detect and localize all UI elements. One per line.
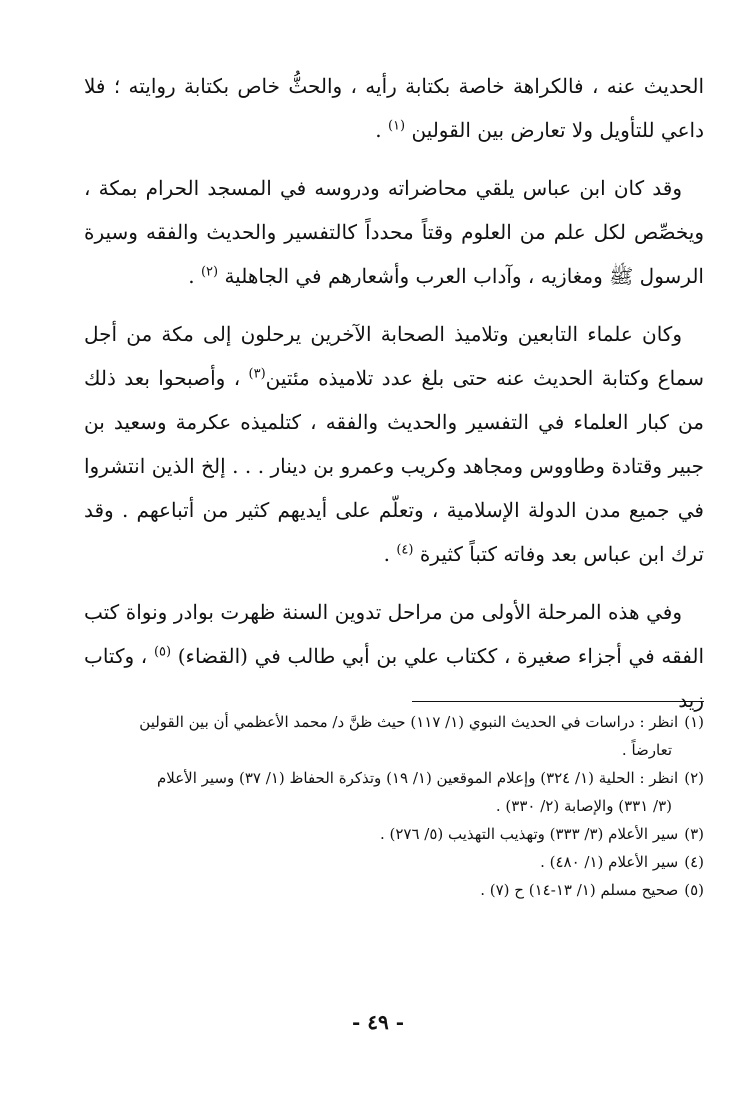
footnote-number: (٥) [684, 881, 704, 899]
footnote-continuation: تعارضاً . [621, 741, 672, 759]
paragraph-4 [84, 590, 704, 722]
footnote-2 [84, 764, 704, 820]
footnote-ref: (١) [387, 118, 406, 134]
paragraph-text-end: ، وكتاب زيد [84, 644, 704, 712]
paragraph-text-end: . [375, 118, 388, 142]
footnote-ref: (٣) [248, 366, 266, 382]
footnote-3 [84, 820, 704, 848]
footnote-divider [412, 701, 704, 702]
footnote-1 [84, 708, 704, 764]
footnotes-list [84, 708, 704, 904]
footnote-4 [84, 848, 704, 876]
paragraph-text-middle: ، وأصبحوا بعد ذلك من كبار العلماء في التفسير والحديث والفقه ، كتلميذه عكرمة وسعيد بن جبير وقتادة وطاووس ومجاهد وكريب وعمرو بن دينار . . . إلخ الذين انتشروا في جميع مدن الدولة الإسلامية ، وتعلّم على أيديهم كثير من أتباعهم . وقد ترك ابن عباس بعد وفاته كتباً كثيرة [84, 366, 704, 566]
paragraph-text: وقد كان ابن عباس يلقي محاضراته ودروسه في المسجد الحرام بمكة ، ويخصِّص لكل علم من العلوم وقتاً محدداً كالتفسير والحديث والفقه وسيرة الرسول ﷺ ومغازيه ، وآداب العرب وأشعارهم في الجاهلية [84, 176, 704, 288]
footnote-number: (٣) [684, 825, 704, 843]
paragraph-text-end: . [383, 542, 397, 566]
footnote-text: سير الأعلام (٣/ ٣٣٣) وتهذيب التهذيب (٥/ ٢٧٦) . [379, 825, 679, 843]
paragraph-text: وفي هذه المرحلة الأولى من مراحل تدوين السنة ظهرت بوادر ونواة كتب الفقه في أجزاء صغيرة ، ككتاب علي بن أبي طالب في (القضاء) [84, 600, 705, 668]
paragraph-1 [84, 64, 704, 152]
footnote-text: انظر : دراسات في الحديث النبوي (١/ ١١٧) حيث ظنَّ د/ محمد الأعظمي أن بين القولين [139, 713, 679, 731]
footnote-continuation: (٣/ ٣٣١) والإصابة (٢/ ٣٣٠) . [495, 797, 672, 815]
footnote-ref: (٢) [200, 264, 219, 280]
footnote-number: (٢) [684, 769, 704, 787]
footnote-text: انظر : الحلية (١/ ٣٢٤) وإعلام الموقعين (١/ ١٩) وتذكرة الحفاظ (١/ ٣٧) وسير الأعلام [156, 769, 679, 787]
footnote-text: صحيح مسلم (١/ ١٣-١٤) ح (٧) . [480, 881, 679, 899]
paragraph-3 [84, 312, 704, 576]
footnote-number: (١) [684, 713, 704, 731]
paragraph-text: الحديث عنه ، فالكراهة خاصة بكتابة رأيه ، والحثُّ خاص بكتابة روايته ؛ فلا داعي للتأويل ولا تعارض بين القولين [84, 74, 704, 142]
footnote-ref: (٤) [396, 542, 414, 558]
paragraph-text-end: . [188, 264, 201, 288]
paragraph-text: وكان علماء التابعين وتلاميذ الصحابة الآخرين يرحلون إلى مكة من أجل سماع وكتابة الحديث عنه حتى بلغ عدد تلاميذه مئتين [84, 322, 705, 390]
footnote-number: (٤) [684, 853, 704, 871]
footnote-5 [84, 876, 704, 904]
page-number: - ٤٩ - [351, 1010, 404, 1034]
paragraph-2 [84, 166, 704, 298]
main-text [84, 64, 704, 736]
footnote-ref: (٥) [153, 644, 172, 660]
footnote-text: سير الأعلام (١/ ٤٨٠) . [540, 853, 679, 871]
